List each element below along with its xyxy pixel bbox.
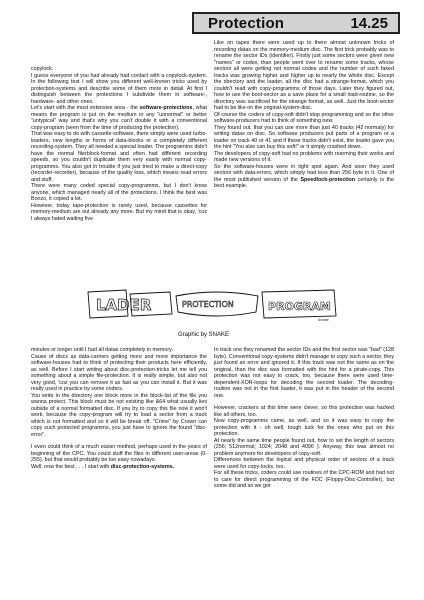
text-run: , what means the program is put on the medium in any "unnormal" or better "untypical" way and that's why you can't double it with a conventional copy-program (seen from the time of producing the protection).: [31, 105, 207, 131]
paragraph: You write in the directory one block more in the block-list of the file you wanna protect. This block must be not existing like &64 what usually lies outside of a normal formatted disc. If you try to copy this file now it won't work, because the copy-program will try to load a sector from a track which is not formatted and so it will be break off. "Crime" by Crown can copy such protected programms, you just have to ignore the found "disc-error".: [31, 392, 207, 438]
graphic-word-program: PROGRAM: [268, 300, 331, 313]
paragraph: Cause of discs as data-carriers getting more and more importance the software-houses had to think of protecting their products here efficiently, as well. Before I start writing about disc-protection-tricks let me tell you something about a simple file-protection. It is really simple, but also not very good, 'coz you can remove it as fast as you can install it. But it was really used in practice by some coders.: [31, 353, 207, 392]
paragraph: That was easy to do with cassette-software, there simply were used turbo-loaders, new lengths or forms of data-blocks or a completely different recording-system. They all needed a special loader. The programms didn't have the normal filerblock-format and often had different recording speeds, so you couldn't duplicate them very easily with normal copy-programms. You also got in trouble if you just tried to make a direct-copy (recorder-recorder), because of the quality loss, which means read errors and stuff.: [31, 131, 207, 183]
page-header: [192, 12, 400, 34]
text-run: certainly is the best example.: [214, 176, 395, 189]
lader-protection-program-graphic: [86, 286, 338, 322]
article-column-3: [31, 347, 207, 470]
graphic-word-lader: LADER: [96, 296, 152, 314]
paragraph: At nearly the same time people found out, how to set the length of sectors (256; 512normal; 1024; 2048 and 4096 ). Anyway, this was almost no problem anymore for developers of copy-soft.: [214, 437, 394, 457]
paragraph: I guess everyone of you had already had contact with a copylock-system. In the following text I will show you different well-known tricks used by protection-systems and describe some of them more in detail. At first I distinguish between the protections I subdivide them in software-, hardware- and other ones.: [31, 72, 207, 105]
paragraph: minutes or longer until I had all datas completely in memory.: [31, 347, 173, 353]
bold-term: software-protections: [139, 105, 193, 111]
paragraph: Of course the coders of copy-soft didn't stop programming and so the other software-producers had to think of something new.: [214, 111, 394, 124]
bold-term: Speedlock-protection: [300, 176, 356, 183]
bold-term: disc-protection-systems.: [110, 463, 175, 470]
paragraph: Differences between the logical and physical order of sectors of a track were used for copy-locks, too.: [214, 457, 394, 470]
paragraph: [31, 105, 207, 131]
text-run: Let's start with the most extensive area - the: [31, 105, 140, 111]
article-column-1: [31, 66, 207, 222]
article-column-2: [214, 40, 394, 190]
graphic-caption: Graphic by SNAKE: [178, 332, 230, 338]
article-column-4: [214, 347, 394, 490]
paragraph: The developers of copy-soft had no problems with rearming their works and made new versions of it.: [214, 150, 394, 163]
paragraph: However, crackers at this time were clever, so this protection was hacked like all others, too.: [214, 405, 394, 418]
paragraph: Like on tapes there were used up to there almost unknown tricks of recording datas on the memory-medium disc. The first trick probably was to rename the sector IDs (identifier). Firstly just some sectors were given new "names" or codes, than people went over to rename some tracks, whose sectors all were getting not normal codes and the number of such faked tracks was growing higher and higher up to nearly the whole disc. Except the directory and the loader, all the disc had a strange-format, which you couldn't read with copy-programms of those days. Later they figured out, how to use the boot-sector as a save place for a small load-routine, so the directory was sacrificed for the strange format, as well. Just the boot-sector had to be like on the original-system-disc.: [214, 40, 394, 111]
paragraph: They found out, that you can use more than just 40 tracks (42 normaly) for writing datas on disc. So software producers put parts of a program or a loader on track 40 or 41 and if these tracks didn't exist, the loader gave you the hint "You also can buy this soft!" or it simply crashed down.: [214, 124, 394, 150]
paragraph: Now copy-programms came, as well, and so it was easy to copy the protection with it - oh well, tough luck for the ones who put on this protection.: [214, 418, 394, 437]
graphic-signature: Snake: [318, 318, 329, 322]
graphic-word-protection: PROTECTION: [182, 300, 234, 309]
page-number: 14.25: [350, 15, 388, 32]
paragraph: In track one they renamed the sector IDs and the first sector was "bad" (128 byte). Conventional copy-systems didn't manage to copy such a sector, they just found an error and ignored it. If this track was not the same as on the original, than the disc was formatted with the hint for a pirate-copy. This protection was not easy to crack, too, because there were used time-dependent-XOR-loops for decoding the second loader. The decoding-routine was not in the first loader, it was put in the header of the second one.: [214, 347, 394, 399]
paragraph: There were many coded special copy-programms, but I don't know anyone, which managed nearly all of the protections. I think the best was Bonzo, it copied a lot.: [31, 183, 207, 202]
paragraph: However, today tape-protection is rarely used, because cassettes for memory-medium are out already any more. But my mind that is okay, 'coz I always hated waiting five: [31, 202, 207, 222]
paragraph: [31, 464, 207, 471]
page-title: Protection: [208, 15, 285, 32]
text-run: So the software-houses were in tight spot again. And soon they used sectors with data-errors, which simply had less than 256 byte in it. One of the most published version of the: [214, 163, 394, 183]
text-run: Well, now the best . . . I start with: [31, 463, 111, 470]
paragraph: For all these tricks, coders could use routines of the CPC-ROM and had not to care for direct programming of the FDC (Floppy-Disc-Controller), but some did and so we got: [214, 470, 394, 489]
paragraph: copylock.: [31, 66, 54, 72]
paragraph: I even could think of a much easier method, perhaps used in the years of beginning of the CPC. You could stuff the files in different user-areas (0-255), but that would probably be too easy nowadays.: [31, 444, 207, 463]
paragraph: [214, 164, 394, 190]
